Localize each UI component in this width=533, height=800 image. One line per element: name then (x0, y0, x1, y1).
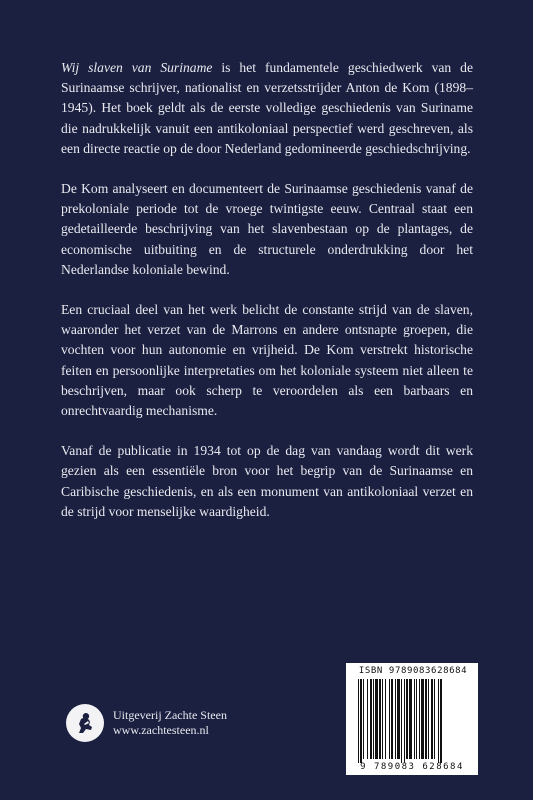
barcode-bar (431, 679, 433, 759)
barcode-bar (421, 679, 424, 759)
barcode-bar (425, 679, 427, 759)
barcode-bar (382, 679, 383, 759)
publisher-block (66, 703, 227, 743)
blurb-paragraph-3: Een cruciaal deel van het werk belicht de constante strijd van de slaven, waaronder het verzet van de Marrons en andere ontsnapte groepen, die vochten voor hun autonomie en vrijheid. De Kom verstrekt historische feiten en persoonlijke interpretaties om het koloniale systeem niet alleen te beschrijven, maar ook scherp te veroordelen als een barbaars en onrechtvaardig mechanisme. (61, 302, 473, 419)
barcode-bar (385, 679, 386, 759)
blurb-text (61, 58, 473, 542)
barcode-bar (434, 679, 435, 759)
barcode-bar (428, 679, 429, 759)
barcode-bar (438, 679, 439, 763)
barcode-bar (406, 679, 408, 759)
barcode-bar (414, 679, 415, 759)
barcode-bar (363, 679, 364, 759)
publisher-name: Uitgeverij Zachte Steen (113, 708, 227, 722)
book-title-italic: Wij slaven van Suriname (61, 60, 213, 75)
barcode-bars (358, 679, 466, 763)
barcode-bar (395, 679, 396, 759)
barcode-bar (358, 679, 359, 763)
blurb-paragraph-2: De Kom analyseert en documenteert de Surinaamse geschiedenis vanaf de prekoloniale periode tot de vroege twintigste eeuw. Centraal staat een gedetailleerde beschrijving van het slavenbestaan op de plantages, de economische uitbuiting en de structurele onderdrukking door het Nederlandse koloniale bewind. (61, 181, 473, 277)
barcode-bar (397, 679, 400, 759)
barcode-bar (373, 679, 374, 759)
barcode-bar (416, 679, 417, 759)
publisher-url: www.zachtesteen.nl (113, 723, 209, 737)
isbn-barcode (346, 663, 478, 775)
blurb-paragraph-1 (61, 58, 473, 159)
barcode-bar (360, 679, 362, 763)
barcode-bar (409, 679, 412, 759)
barcode-bar (375, 679, 378, 759)
barcode-bar (389, 679, 390, 759)
barcode-bar (391, 679, 393, 759)
barcode-bar (379, 679, 381, 759)
blurb-paragraph-1-text: is het fundamentele geschiedwerk van de Surinaamse schrijver, nationalist en verzetsstrijder Anton de Kom (1898–1945). Het boek geldt als de eerste volledige geschiedenis van Suriname die nadrukkelijk vanuit een antikoloniaal perspectief werd geschreven, als een directe reactie op de door Nederland gedomineerde geschiedschrijving. (61, 60, 473, 156)
barcode-bar (404, 679, 405, 763)
barcode-bar (401, 679, 402, 763)
barcode-bar (367, 679, 368, 759)
barcode-bar (370, 679, 372, 759)
blurb-paragraph-4: Vanaf de publicatie in 1934 tot op de dag van vandaag wordt dit werk gezien als een essentiële bron voor het begrip van de Surinaamse en Caribische geschiedenis, en als een monument van antikoloniaal verzet en de strijd voor menselijke waardigheid. (61, 443, 473, 519)
barcode-bar (440, 679, 442, 763)
publisher-logo-icon (66, 704, 104, 742)
barcode-bar (419, 679, 420, 759)
barcode-digits: 9 789083 628684 (360, 762, 464, 772)
isbn-label: ISBN 9789083628684 (358, 666, 468, 676)
